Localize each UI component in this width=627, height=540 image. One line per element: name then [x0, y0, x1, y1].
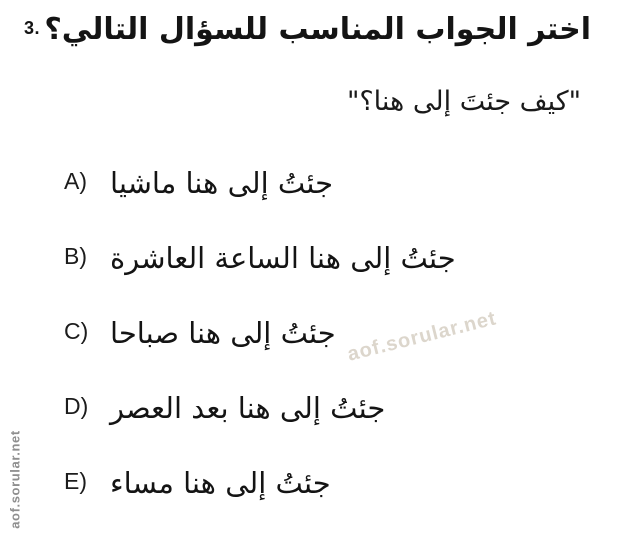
option-row-a[interactable] [64, 166, 333, 201]
option-text-e: جئتُ إلى هنا مساء [110, 466, 331, 500]
option-label-b: B) [64, 243, 87, 269]
option-row-e[interactable] [64, 466, 331, 501]
option-label-e: E) [64, 468, 87, 494]
option-row-b[interactable] [64, 241, 456, 276]
option-row-c[interactable] [64, 316, 336, 351]
question-prompt: "كيف جئتَ إلى هنا؟" [346, 86, 581, 117]
watermark-left: aof.sorular.net [7, 430, 23, 529]
option-label-c: C) [64, 318, 89, 344]
option-row-d[interactable] [64, 391, 385, 426]
question-number: 3. [24, 18, 41, 38]
option-label-d: D) [64, 393, 89, 419]
option-text-c: جئتُ إلى هنا صباحا [110, 316, 336, 350]
watermark-center: aof.sorular.net [345, 307, 499, 366]
option-text-b: جئتُ إلى هنا الساعة العاشرة [110, 241, 456, 275]
option-text-a: جئتُ إلى هنا ماشيا [110, 166, 334, 200]
option-label-a: A) [64, 168, 87, 194]
option-text-d: جئتُ إلى هنا بعد العصر [110, 391, 386, 425]
question-title: اختر الجواب المناسب للسؤال التالي؟ [44, 12, 591, 47]
